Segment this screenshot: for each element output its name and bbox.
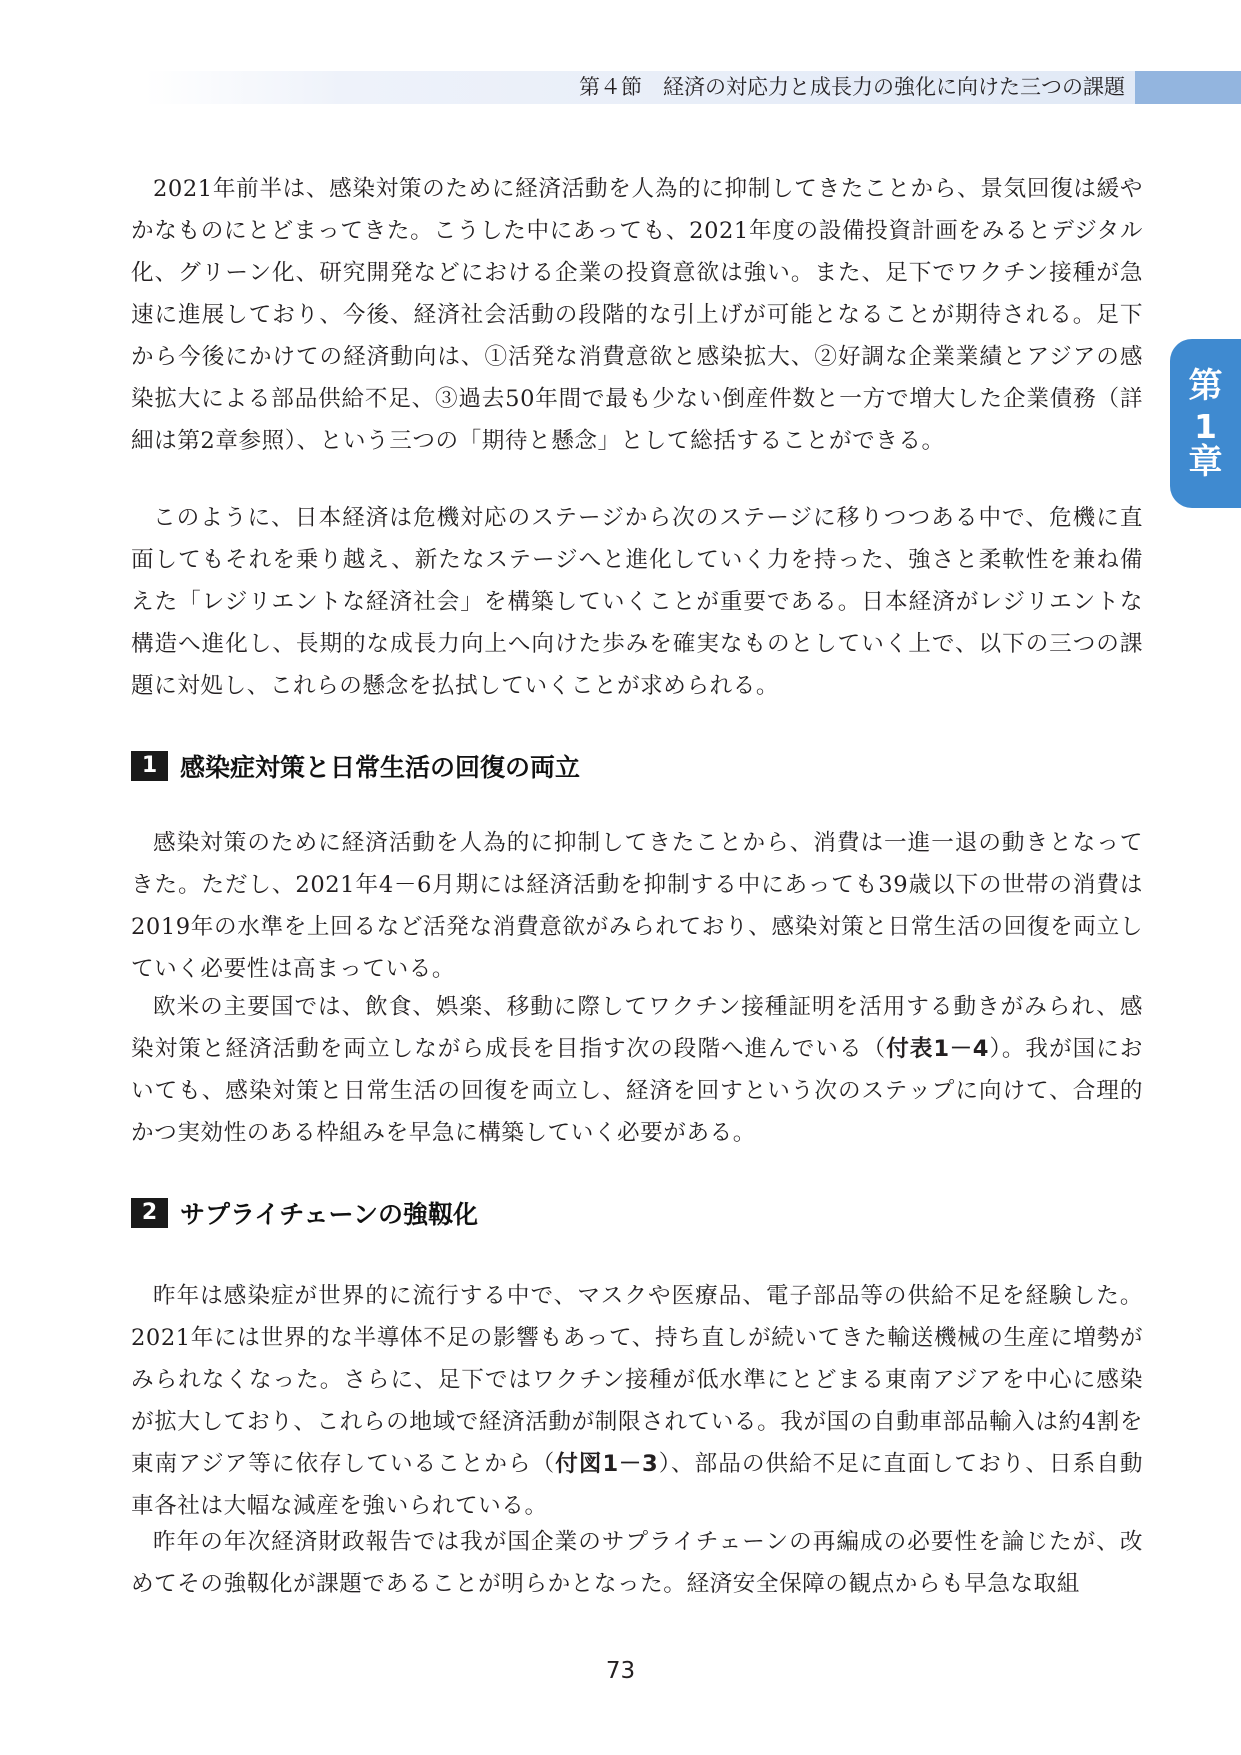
header-accent-bar — [1135, 71, 1241, 104]
running-header-title: 第４節 経済の対応力と成長力の強化に向けた三つの課題 — [579, 75, 1125, 99]
body-paragraph — [131, 1275, 1143, 1527]
body-paragraph: このように、日本経済は危機対応のステージから次のステージに移りつつある中で、危機に直面してもそれを乗り越え、新たなステージへと進化していく力を持った、強さと柔軟性を兼ね備えた「レジリエントな経済社会」を構築していくことが重要である。日本経済がレジリエントな構造へ進化し、長期的な成長力向上へ向けた歩みを確実なものとしていく上で、以下の三つの課題に対処し、これらの懸念を払拭していくことが求められる。 — [131, 505, 1143, 699]
section-heading — [131, 1196, 478, 1230]
section-heading — [131, 749, 580, 783]
chapter-tab-label: 第 — [1188, 366, 1223, 406]
section-number-badge: 2 — [131, 1198, 168, 1228]
body-paragraph: 感染対策のために経済活動を人為的に抑制してきたことから、消費は一進一退の動きとなってきた。ただし、2021年4－6月期には経済活動を抑制する中にあっても39歳以下の世帯の消費は2019年の水準を上回るなど活発な消費意欲がみられており、感染対策と日常生活の回復を両立していく必要性は高まっている。 — [131, 830, 1143, 982]
paragraph-text: ）、部品の供給不足に直面しており、日系自動車各社は大幅な減産を強いられている。 — [131, 1451, 1143, 1519]
figure-reference: 付図1－3 — [555, 1451, 659, 1477]
chapter-tab-label: 章 — [1188, 442, 1223, 482]
chapter-tab-number: 1 — [1194, 407, 1217, 446]
page-number: 73 — [605, 1658, 636, 1684]
paragraph-text: 欧米の主要国では、飲食、娯楽、移動に際してワクチン接種証明を活用する動きがみられ、感染対策と経済活動を両立しながら成長を目指す次の段階へ進んでいる（ — [131, 994, 1143, 1062]
section-title: 感染症対策と日常生活の回復の両立 — [180, 753, 581, 782]
body-paragraph — [131, 986, 1143, 1154]
table-reference: 付表1－4 — [886, 1036, 990, 1062]
paragraph-text: ）。我が国においても、感染対策と日常生活の回復を両立し、経済を回すという次のステップに向けて、合理的かつ実効性のある枠組みを早急に構築していく必要がある。 — [131, 1036, 1143, 1146]
body-paragraph: 昨年の年次経済財政報告では我が国企業のサプライチェーンの再編成の必要性を論じたが、改めてその強靱化が課題であることが明らかとなった。経済安全保障の観点からも早急な取組 — [131, 1529, 1143, 1597]
chapter-tab — [1170, 339, 1241, 508]
section-number-badge: 1 — [131, 751, 168, 781]
body-paragraph: 2021年前半は、感染対策のために経済活動を人為的に抑制してきたことから、景気回復は緩やかなものにとどまってきた。こうした中にあっても、2021年度の設備投資計画をみるとデジタル化、グリーン化、研究開発などにおける企業の投資意欲は強い。また、足下でワクチン接種が急速に進展しており、今後、経済社会活動の段階的な引上げが可能となることが期待される。足下から今後にかけての経済動向は、①活発な消費意欲と感染拡大、②好調な企業業績とアジアの感染拡大による部品供給不足、③過去50年間で最も少ない倒産件数と一方で増大した企業債務（詳細は第2章参照）、という三つの「期待と懸念」として総括することができる。 — [131, 176, 1143, 454]
paragraph-text: 昨年は感染症が世界的に流行する中で、マスクや医療品、電子部品等の供給不足を経験した。2021年には世界的な半導体不足の影響もあって、持ち直しが続いてきた輸送機械の生産に増勢がみられなくなった。さらに、足下ではワクチン接種が低水準にとどまる東南アジアを中心に感染が拡大しており、これらの地域で経済活動が制限されている。我が国の自動車部品輸入は約4割を東南アジア等に依存していることから（ — [131, 1283, 1143, 1477]
section-title: サプライチェーンの強靱化 — [180, 1200, 479, 1229]
